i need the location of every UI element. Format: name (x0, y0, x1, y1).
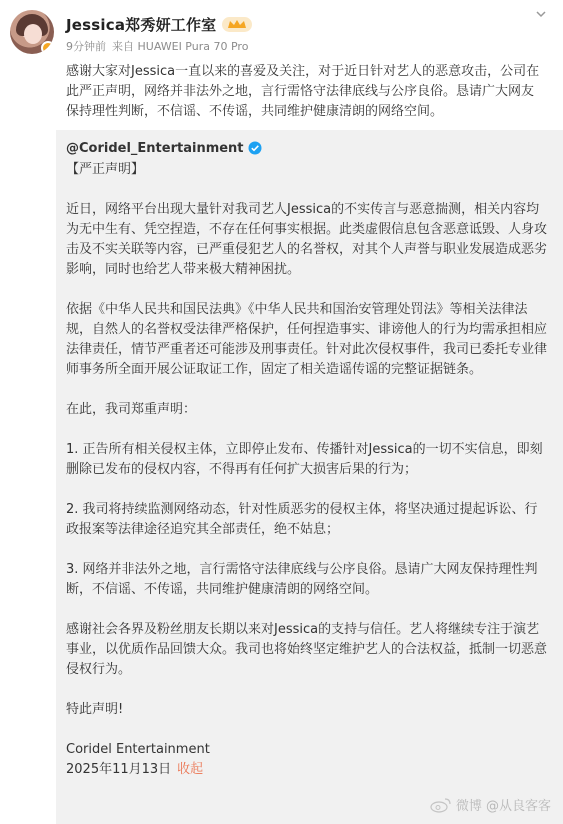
post-time: 9分钟前 (66, 40, 106, 53)
paragraph-8: 特此声明! (66, 702, 124, 717)
paragraph-6: 3. 网络并非法外之地，言行需恪守法律底线与公序良俗。恳请广大网友保持理性判断，不信谣、不传谣，共同维护健康清朗的网络空间。 (66, 562, 538, 597)
crown-badge-icon[interactable] (222, 17, 252, 32)
paragraph-5: 2. 我司将持续监测网络动态，针对性质恶劣的侵权主体，将坚决通过提起诉讼、行政报案等法律途径追究其全部责任，绝不姑息； (66, 502, 538, 537)
repost-username[interactable]: @Coridel_Entertainment (66, 140, 244, 156)
avatar-face (24, 24, 42, 44)
paragraph-3: 在此，我司郑重声明： (66, 402, 197, 417)
post-header (0, 0, 563, 60)
watermark (430, 795, 551, 814)
avatar[interactable] (10, 10, 54, 54)
username[interactable]: Jessica郑秀妍工作室 (66, 16, 217, 34)
repost-content (66, 138, 548, 780)
verified-icon (248, 141, 262, 155)
paragraph-2: 依据《中华人民共和国民法典》《中华人民共和国治安管理处罚法》等相关法律法规，自然人的名誉权受法律严格保护，任何捏造事实、诽谤他人的行为均需承担相应法律责任，情节严重者还可能涉及刑事责任。针对此次侵权事件，我司已委托专业律师事务所全面开展公证取证工作，固定了相关造谣传谣的完整证据链条。 (66, 302, 548, 377)
signature: Coridel Entertainment (66, 742, 210, 757)
weibo-logo-icon (430, 797, 452, 813)
statement-title: 【严正声明】 (66, 162, 145, 177)
post-meta (66, 38, 254, 54)
paragraph-7: 感谢社会各界及粉丝朋友长期以来对Jessica的支持与信任。艺人将继续专注于演艺事业，以优质作品回馈大众。我司也将始终坚定维护艺人的合法权益，抵制一切恶意侵权行为。 (66, 622, 548, 677)
date-row (66, 760, 548, 780)
collapse-link[interactable]: 收起 (177, 762, 204, 777)
statement-date: 2025年11月13日 (66, 762, 172, 777)
verified-badge-icon (41, 41, 54, 54)
watermark-text: 微博 @从良客客 (455, 799, 551, 814)
post-text: 感谢大家对Jessica一直以来的喜爱及关注，对于近日针对艺人的恶意攻击，公司在此严正声明，网络并非法外之地，言行需恪守法律底线与公序良俗。恳请广大网友保持理性判断，不信谣、不传谣，共同维护健康清朗的网络空间。 (66, 64, 540, 119)
post-source: 来自 HUAWEI Pura 70 Pro (112, 40, 249, 53)
paragraph-1: 近日，网络平台出现大量针对我司艺人Jessica的不实传言与恶意揣测，相关内容均为无中生有、凭空捏造，不存在任何事实根据。此类虚假信息包含恶意诋毁、人身攻击及不实关联等内容，已严重侵犯艺人的名誉权，对其个人声誉与职业发展造成恶劣影响，同时也给艺人带来极大精神困扰。 (66, 202, 548, 277)
paragraph-4: 1. 正告所有相关侵权主体，立即停止发布、传播针对Jessica的一切不实信息，即刻删除已发布的侵权内容，不得再有任何扩大损害后果的行为； (66, 442, 543, 477)
repost-user-row (66, 138, 548, 158)
chevron-down-icon[interactable] (535, 8, 547, 20)
name-row (66, 14, 252, 35)
repost-card[interactable] (56, 130, 563, 824)
